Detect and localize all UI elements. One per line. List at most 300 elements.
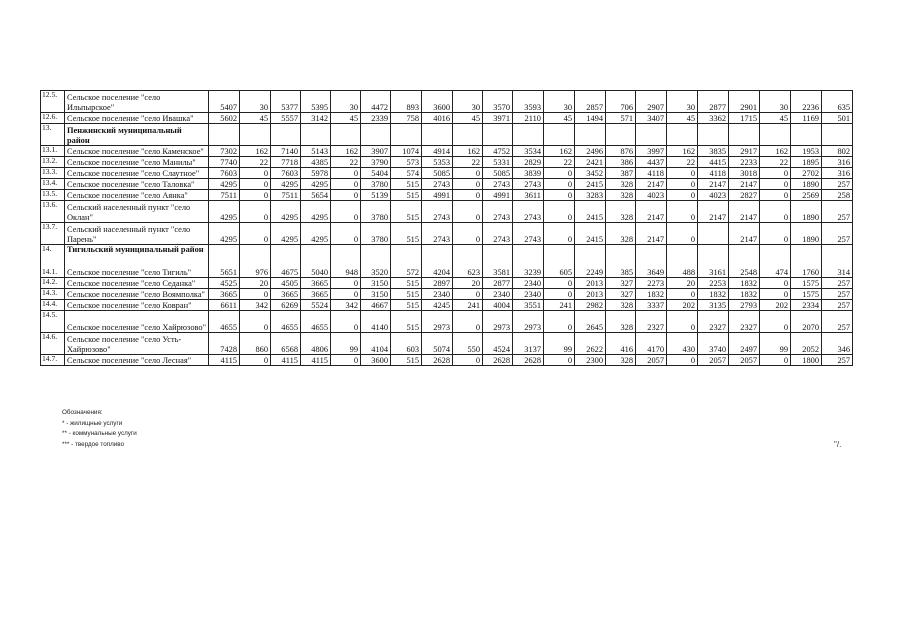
table-cell: 316 [822,157,853,168]
table-cell: 515 [391,289,422,300]
table-cell: 2147 [729,223,760,245]
table-cell: 3135 [698,300,729,311]
table-cell: 327 [606,289,636,300]
table-cell: 0 [240,289,271,300]
table-cell: 30 [331,91,361,113]
table-cell: 2273 [636,278,667,289]
table-cell: 0 [331,201,361,223]
table-cell: 572 [391,245,422,278]
table-cell: 5524 [301,300,331,311]
table-cell: 328 [606,355,636,366]
table-cell [422,124,453,146]
table-cell [636,124,667,146]
table-cell: 2147 [636,223,667,245]
table-cell: 2628 [513,355,544,366]
table-cell: 0 [544,355,575,366]
table-cell: 2421 [575,157,606,168]
table-cell: 2334 [791,300,822,311]
table-cell: 0 [331,355,361,366]
table-cell: 241 [544,300,575,311]
table-cell: 1953 [791,146,822,157]
table-cell: 3283 [575,190,606,201]
table-cell: 4295 [271,179,301,190]
table-cell: 328 [606,223,636,245]
table-cell [606,124,636,146]
table-cell: 7140 [271,146,301,157]
table-cell: 2877 [698,91,729,113]
table-row [41,278,853,289]
table-cell: 515 [391,355,422,366]
table-cell: 45 [760,113,791,124]
table-cell: 2897 [422,278,453,289]
table-cell: 2743 [513,201,544,223]
table-cell: 4667 [361,300,391,311]
table-cell: 2300 [575,355,606,366]
table-cell: 0 [544,278,575,289]
table-cell: 4118 [698,168,729,179]
table-cell: 386 [606,157,636,168]
table-cell: 4675 [271,245,301,278]
table-cell: 2743 [422,201,453,223]
table-cell: 3407 [636,113,667,124]
row-name: Сельское поселение "село Седанка" [65,278,209,289]
table-cell [391,124,422,146]
table-cell: 0 [453,223,483,245]
table-cell: 202 [760,300,791,311]
table-cell: 3997 [636,146,667,157]
table-cell: 4806 [301,333,331,355]
table-cell: 4437 [636,157,667,168]
table-cell: 7302 [209,146,240,157]
table-cell: 22 [453,157,483,168]
legend-notes [62,408,137,450]
table-cell: 4004 [483,300,513,311]
table-cell: 2857 [575,91,606,113]
table-cell: 4991 [422,190,453,201]
table-cell: 162 [544,146,575,157]
table-cell: 3534 [513,146,544,157]
table-cell: 2147 [729,201,760,223]
table-cell [575,124,606,146]
table-cell: 3161 [698,245,729,278]
table-cell: 0 [240,190,271,201]
table-cell: 328 [606,311,636,333]
table-cell: 1715 [729,113,760,124]
table-cell: 4170 [636,333,667,355]
table-cell: 2415 [575,223,606,245]
table-cell: 0 [240,223,271,245]
table-cell: 1575 [791,289,822,300]
table-cell: 635 [822,91,853,113]
table-cell: 706 [606,91,636,113]
row-number: 12.5. [41,91,65,113]
table-cell: 2013 [575,278,606,289]
table-cell: 5407 [209,91,240,113]
table-cell: 2743 [422,223,453,245]
table-cell: 4118 [636,168,667,179]
table-cell: 2973 [422,311,453,333]
table-cell: 3142 [301,113,331,124]
table-cell: 327 [606,278,636,289]
table-cell: 30 [453,91,483,113]
table-cell: 2917 [729,146,760,157]
table-cell [301,124,331,146]
table-cell: 0 [453,179,483,190]
table-cell: 3665 [271,289,301,300]
row-number: 13.1. [41,146,65,157]
table-cell: 2645 [575,311,606,333]
table-cell: 4472 [361,91,391,113]
table-cell: 6269 [271,300,301,311]
table-cell: 0 [667,289,698,300]
table-cell: 4415 [698,157,729,168]
table-cell: 162 [453,146,483,157]
table-cell: 4385 [301,157,331,168]
table-cell: 758 [391,113,422,124]
row-number: 14.1. [42,266,58,276]
table-cell: 5377 [271,91,301,113]
table-cell: 4295 [209,201,240,223]
table-cell: 0 [544,201,575,223]
table-row [41,333,853,355]
table-cell: 99 [760,333,791,355]
table-cell: 1832 [636,289,667,300]
table-cell: 1832 [698,289,729,300]
table-row [41,245,853,278]
table-cell: 3337 [636,300,667,311]
row-number: 14.6. [41,333,65,355]
table-cell: 7511 [209,190,240,201]
table-cell: 4023 [636,190,667,201]
table-cell: 1494 [575,113,606,124]
table-cell [271,124,301,146]
table-cell: 2340 [422,289,453,300]
table-cell: 0 [453,168,483,179]
table-cell: 2110 [513,113,544,124]
table-cell: 2628 [422,355,453,366]
table-cell: 342 [240,300,271,311]
table-cell: 99 [331,333,361,355]
table-cell: 22 [331,157,361,168]
row-number: 14.4. [41,300,65,311]
table-cell: 4140 [361,311,391,333]
table-cell: 2901 [729,91,760,113]
table-cell: 4016 [422,113,453,124]
table-cell: 0 [453,355,483,366]
table-cell: 1832 [729,278,760,289]
table-cell: 4295 [301,223,331,245]
table-cell: 0 [667,311,698,333]
table-cell: 1890 [791,201,822,223]
table-cell: 0 [667,190,698,201]
table-cell: 2147 [698,179,729,190]
table-cell: 2415 [575,179,606,190]
table-cell: 4115 [209,355,240,366]
row-number: 13.3. [41,168,65,179]
table-cell: 2057 [729,355,760,366]
table-cell: 22 [667,157,698,168]
table-row [41,300,853,311]
row-name: Сельское поселение "село Тигиль" [67,267,192,277]
table-cell: 257 [822,223,853,245]
table-cell: 2070 [791,311,822,333]
row-number: 13. [41,124,65,146]
table-cell: 515 [391,300,422,311]
table-cell: 515 [391,190,422,201]
table-cell: 893 [391,91,422,113]
table-cell: 6611 [209,300,240,311]
table-cell: 4115 [271,355,301,366]
table-cell: 0 [760,190,791,201]
table-cell: 0 [760,168,791,179]
table-cell: 4245 [422,300,453,311]
table-cell: 2743 [513,179,544,190]
table-cell: 0 [331,223,361,245]
table-cell: 4655 [271,311,301,333]
table-cell: 202 [667,300,698,311]
table-cell [760,124,791,146]
table-cell: 1169 [791,113,822,124]
table-cell: 7740 [209,157,240,168]
table-cell: 976 [240,245,271,278]
table-cell: 20 [453,278,483,289]
table-cell: 603 [391,333,422,355]
table-cell: 2327 [729,311,760,333]
table-cell: 20 [667,278,698,289]
table-cell: 1895 [791,157,822,168]
table-cell: 515 [391,278,422,289]
table-cell: 5978 [301,168,331,179]
table-cell: 501 [822,113,853,124]
table-cell: 3649 [636,245,667,278]
table-cell: 45 [667,113,698,124]
table-cell [698,124,729,146]
table-cell: 3593 [513,91,544,113]
table-cell: 328 [606,300,636,311]
table-cell: 2147 [636,179,667,190]
table-cell: 0 [331,168,361,179]
table-cell: 162 [331,146,361,157]
note-item: *** - твердое топливо [62,440,125,448]
table-cell: 2415 [575,201,606,223]
table-cell: 1800 [791,355,822,366]
table-cell: 45 [331,113,361,124]
table-cell: 0 [760,179,791,190]
table-cell: 5395 [301,91,331,113]
table-cell: 3150 [361,289,391,300]
table-cell: 5602 [209,113,240,124]
table-cell: 0 [240,179,271,190]
table-cell: 30 [240,91,271,113]
table-cell: 328 [606,190,636,201]
row-name: Сельское поселение "село Лесная" [65,355,209,366]
table-cell [240,124,271,146]
table-cell: 3239 [513,245,544,278]
table-cell: 4655 [301,311,331,333]
row-name: Сельское поселение "село Ильпырское" [65,91,209,113]
table-cell: 257 [822,311,853,333]
table-cell: 5331 [483,157,513,168]
table-cell: 0 [667,179,698,190]
table-cell [331,124,361,146]
table-cell: 3520 [361,245,391,278]
table-cell: 20 [240,278,271,289]
row-number: 14.3. [41,289,65,300]
corner-mark: "/. [834,440,842,449]
table-cell [513,124,544,146]
table-cell: 550 [453,333,483,355]
table-cell: 515 [391,179,422,190]
table-cell: 3611 [513,190,544,201]
table-cell: 22 [240,157,271,168]
table-cell: 4524 [483,333,513,355]
table-cell: 0 [760,278,791,289]
row-name: Сельское поселение "село Усть-Хайрюзово" [65,333,209,355]
table-cell: 515 [391,223,422,245]
table-cell: 3452 [575,168,606,179]
table-row [41,190,853,201]
table-cell: 0 [331,278,361,289]
table-cell: 3362 [698,113,729,124]
table-cell: 2147 [636,201,667,223]
table-cell: 0 [453,201,483,223]
table-cell: 22 [544,157,575,168]
table-row [41,124,853,146]
table-cell: 876 [606,146,636,157]
table-cell: 2743 [483,201,513,223]
table-cell: 474 [760,245,791,278]
table-cell: 45 [240,113,271,124]
table-cell: 4295 [301,179,331,190]
table-cell: 2628 [483,355,513,366]
row-name: Сельский населенный пункт "село Оклан" [65,201,209,223]
table-cell: 0 [760,289,791,300]
notes-title: Обозначения: [62,409,103,416]
table-cell: 2829 [513,157,544,168]
table-cell: 3665 [209,289,240,300]
table-cell: 0 [667,201,698,223]
table-cell: 2743 [422,179,453,190]
table-cell: 45 [544,113,575,124]
table-cell: 22 [760,157,791,168]
table-cell: 0 [331,190,361,201]
table-cell: 0 [331,289,361,300]
table-cell: 4525 [209,278,240,289]
row-number: 14.2. [41,278,65,289]
table-cell: 342 [331,300,361,311]
row-name: Сельское поселение "село Воямполка" [65,289,209,300]
table-cell: 2327 [636,311,667,333]
table-cell: 7603 [209,168,240,179]
table-cell: 860 [240,333,271,355]
table-cell [698,223,729,245]
table-cell: 241 [453,300,483,311]
table-cell: 3907 [361,146,391,157]
table-cell: 3137 [513,333,544,355]
table-cell [209,124,240,146]
table-row [41,157,853,168]
table-row [41,179,853,190]
table-row [41,355,853,366]
table-cell: 3665 [301,289,331,300]
row-number: 13.7. [41,223,65,245]
table-cell: 4295 [209,179,240,190]
table-cell: 4505 [271,278,301,289]
table-cell: 0 [760,355,791,366]
table-cell: 3551 [513,300,544,311]
table-cell: 346 [822,333,853,355]
table-cell: 4752 [483,146,513,157]
table-cell: 2496 [575,146,606,157]
table-cell: 3780 [361,201,391,223]
table-cell: 5085 [483,168,513,179]
table-row [41,91,853,113]
table-cell: 5085 [422,168,453,179]
table-row [41,289,853,300]
table-cell: 3971 [483,113,513,124]
table-cell: 2702 [791,168,822,179]
table-cell: 387 [606,168,636,179]
row-number: 12.6. [41,113,65,124]
table-cell: 571 [606,113,636,124]
table-cell: 30 [667,91,698,113]
table-cell: 316 [822,168,853,179]
table-cell: 4295 [271,201,301,223]
table-cell: 30 [544,91,575,113]
table-cell: 0 [667,223,698,245]
table-cell: 5040 [301,245,331,278]
table-cell: 3581 [483,245,513,278]
table-cell: 3780 [361,179,391,190]
table-cell: 3150 [361,278,391,289]
table-cell: 3600 [422,91,453,113]
table-cell [791,124,822,146]
table-cell: 385 [606,245,636,278]
table-cell [361,124,391,146]
row-name: Сельское поселение "село Ковран" [65,300,209,311]
table-cell: 0 [544,179,575,190]
row-name: Сельское поселение "село Таловка" [65,179,209,190]
table-cell: 0 [667,168,698,179]
row-number: 14.5. [41,311,65,333]
table-cell: 0 [453,289,483,300]
table-cell: 430 [667,333,698,355]
table-cell: 2253 [698,278,729,289]
table-cell: 4023 [698,190,729,201]
table-cell: 2147 [729,179,760,190]
table-cell: 2973 [483,311,513,333]
table-cell: 488 [667,245,698,278]
row-number: 13.5. [41,190,65,201]
table-cell: 574 [391,168,422,179]
table-cell: 2340 [483,289,513,300]
row-name: Сельский населенный пункт "село Парень" [65,223,209,245]
row-name: Сельское поселение "село Манилы" [65,157,209,168]
table-cell: 2249 [575,245,606,278]
table-row [41,201,853,223]
table-cell: 7428 [209,333,240,355]
table-cell: 0 [240,201,271,223]
table-cell: 99 [544,333,575,355]
table-cell: 7718 [271,157,301,168]
table-cell: 257 [822,300,853,311]
row-number: 13.2. [41,157,65,168]
row-name: Сельское поселение "село Хайрюзово" [65,311,209,333]
note-item: * - жилищные услуги [62,419,123,427]
table-cell: 257 [822,278,853,289]
table-cell: 3740 [698,333,729,355]
table-cell: 0 [453,311,483,333]
